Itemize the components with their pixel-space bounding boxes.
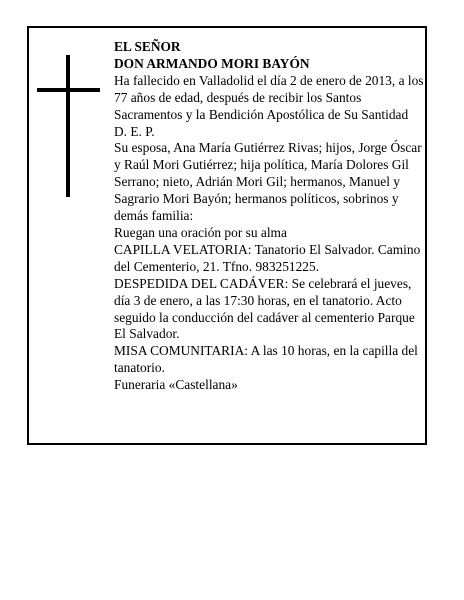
- deceased-name: DON ARMANDO MORI BAYÓN: [114, 55, 310, 71]
- cross-vertical-bar: [66, 55, 70, 197]
- obituary-text: [114, 39, 424, 394]
- farewell-info: DESPEDIDA DEL CADÁVER: Se celebrará el jueves, día 3 de enero, a las 17:30 horas, en el tanatorio. Acto seguido la conducción del cadáver al cementerio Parque El Salvador.: [114, 275, 415, 342]
- chapel-info: CAPILLA VELATORIA: Tanatorio El Salvador. Camino del Cementerio, 21. Tfno. 983251225.: [114, 241, 421, 274]
- rest-in-peace: D. E. P.: [114, 123, 155, 139]
- cross-horizontal-bar: [37, 88, 100, 92]
- family-list: Su esposa, Ana María Gutiérrez Rivas; hijos, Jorge Óscar y Raúl Mori Gutiérrez; hija política, María Dolores Gil Serrano; nieto, Adrián Mori Gil; hermanos, Manuel y Sagrario Mori Bayón; hermanos políticos, sobrinos y demás familia:: [114, 140, 422, 224]
- funeral-home: Funeraria «Castellana»: [114, 377, 238, 393]
- prayer-request: Ruegan una oración por su alma: [114, 224, 287, 240]
- notice-title: EL SEÑOR: [114, 39, 181, 54]
- cross-icon: [37, 55, 100, 197]
- mass-info: MISA COMUNITARIA: A las 10 horas, en la capilla del tanatorio.: [114, 343, 418, 376]
- death-statement: Ha fallecido en Valladolid el día 2 de enero de 2013, a los 77 años de edad, después de recibir los Santos Sacramentos y la Bendición Apostólica de Su Santidad: [114, 72, 424, 122]
